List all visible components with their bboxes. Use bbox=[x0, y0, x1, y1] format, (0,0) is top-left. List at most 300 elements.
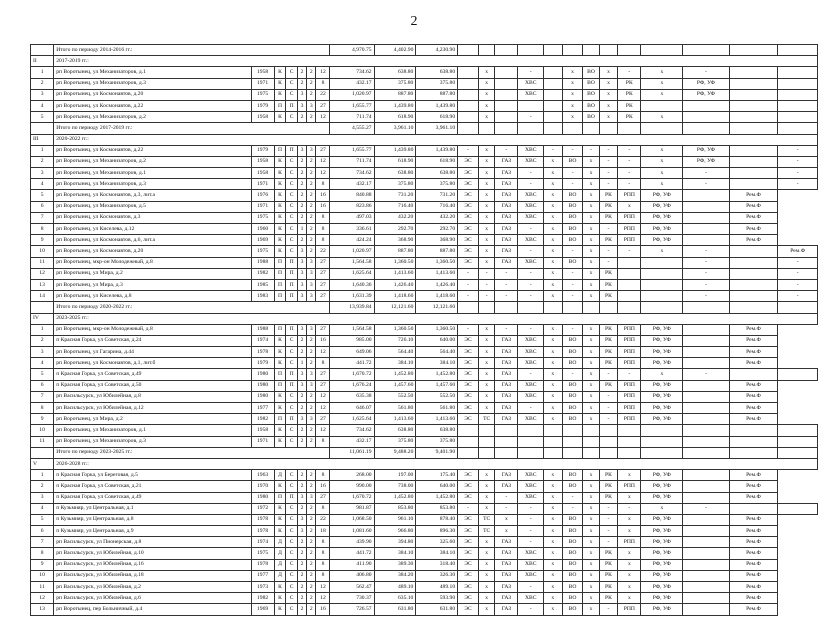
table-cell: 2 bbox=[297, 570, 306, 581]
table-cell: 12 bbox=[316, 582, 330, 593]
address-cell: рп Воротынец, ул Киселева, д.8 bbox=[54, 291, 251, 302]
table-cell: 3 bbox=[297, 291, 306, 302]
table-cell: Рем.Ф bbox=[729, 582, 778, 593]
table-cell: С bbox=[286, 78, 298, 89]
table-cell bbox=[458, 425, 479, 436]
table-cell: Рем.Ф bbox=[729, 358, 778, 369]
table-cell: - bbox=[518, 369, 544, 380]
table-cell bbox=[458, 89, 479, 100]
table-cell: х bbox=[544, 235, 563, 246]
table-cell: ГАЗ bbox=[495, 582, 518, 593]
table-cell bbox=[683, 358, 729, 369]
section-label: 2026-2028 гг.: bbox=[54, 458, 818, 469]
table-row bbox=[31, 470, 818, 481]
table-cell: - bbox=[562, 179, 583, 190]
table-cell: РК bbox=[599, 190, 618, 201]
table-cell: - bbox=[599, 156, 618, 167]
table-cell: х bbox=[562, 89, 583, 100]
table-cell: х bbox=[544, 224, 563, 235]
table-cell: х bbox=[495, 526, 518, 537]
table-cell: 27 bbox=[316, 279, 330, 290]
table-cell: х bbox=[479, 391, 495, 402]
table-cell: Рем.Ф bbox=[729, 235, 778, 246]
table-cell bbox=[544, 436, 563, 447]
table-cell bbox=[562, 425, 583, 436]
table-cell: 2 bbox=[307, 481, 316, 492]
table-cell: х bbox=[544, 190, 563, 201]
address-cell: рп Васильсурск, ул Пионерская, д.8 bbox=[54, 537, 251, 548]
table-cell: К bbox=[274, 347, 286, 358]
table-cell: ГАЗ bbox=[495, 570, 518, 581]
table-row bbox=[31, 570, 818, 581]
table-cell: К bbox=[274, 89, 286, 100]
table-cell bbox=[778, 425, 818, 436]
table-row bbox=[31, 324, 818, 335]
table-cell bbox=[641, 279, 683, 290]
table-cell: 1971 bbox=[251, 179, 274, 190]
table-cell: х bbox=[599, 112, 618, 123]
table-cell bbox=[683, 526, 729, 537]
table-cell: РК bbox=[599, 492, 618, 503]
table-cell: х bbox=[618, 548, 641, 559]
address-cell: рп Воротынец, ул Механизаторов, д.2 bbox=[54, 112, 251, 123]
table-cell: 12 bbox=[316, 425, 330, 436]
table-cell: 375.80 bbox=[374, 179, 416, 190]
table-cell bbox=[729, 268, 778, 279]
table-row bbox=[31, 168, 818, 179]
table-cell: 564.40 bbox=[416, 347, 458, 358]
table-row bbox=[31, 503, 818, 514]
table-cell: ЭС bbox=[458, 235, 479, 246]
table-cell: - bbox=[495, 145, 518, 156]
table-cell: 8 bbox=[316, 212, 330, 223]
table-cell: 1 bbox=[31, 145, 54, 156]
table-cell: ВО bbox=[562, 604, 583, 615]
table-cell: - bbox=[599, 224, 618, 235]
table-cell: ГАЗ bbox=[495, 604, 518, 615]
table-cell: 384.10 bbox=[374, 548, 416, 559]
table-cell: 730.37 bbox=[330, 593, 374, 604]
table-cell: х bbox=[479, 537, 495, 548]
table-cell: 981.87 bbox=[330, 503, 374, 514]
empty-cell bbox=[778, 302, 818, 313]
table-cell: 638.80 bbox=[416, 168, 458, 179]
total-label: Итого по периоду 2020-2022 гг.: bbox=[54, 302, 330, 313]
empty-cell bbox=[479, 45, 495, 56]
table-cell: 1971 bbox=[251, 78, 274, 89]
table-cell: ЭС bbox=[458, 369, 479, 380]
table-cell: РК bbox=[599, 470, 618, 481]
table-cell: ВО bbox=[562, 391, 583, 402]
table-cell: С bbox=[286, 89, 298, 100]
table-cell bbox=[641, 100, 683, 111]
table-cell: 823.86 bbox=[330, 201, 374, 212]
table-cell: 432.20 bbox=[374, 212, 416, 223]
table-cell: - bbox=[458, 145, 479, 156]
table-cell: - bbox=[518, 514, 544, 525]
total-value: 3,961.10 bbox=[416, 123, 458, 134]
table-cell: ВО bbox=[583, 112, 599, 123]
table-cell: С bbox=[286, 335, 298, 346]
table-cell: С bbox=[286, 514, 298, 525]
table-cell: 325.60 bbox=[416, 537, 458, 548]
table-cell: 2 bbox=[307, 179, 316, 190]
table-cell: 3 bbox=[297, 324, 306, 335]
table-cell: 1,413.60 bbox=[374, 268, 416, 279]
table-cell: ВО bbox=[562, 335, 583, 346]
table-row bbox=[31, 179, 818, 190]
table-cell: 1 bbox=[31, 470, 54, 481]
table-cell: х bbox=[562, 112, 583, 123]
table-cell bbox=[778, 369, 818, 380]
table-cell bbox=[683, 335, 729, 346]
table-cell: РПП bbox=[618, 358, 641, 369]
table-cell: РФ, УФ bbox=[641, 481, 683, 492]
table-cell bbox=[729, 100, 778, 111]
table-cell: х bbox=[544, 593, 563, 604]
empty-cell bbox=[641, 45, 683, 56]
table-cell: х bbox=[544, 156, 563, 167]
table-cell bbox=[683, 414, 729, 425]
table-cell: - bbox=[495, 324, 518, 335]
table-cell: 5 bbox=[31, 112, 54, 123]
table-cell: К bbox=[274, 156, 286, 167]
table-cell: - bbox=[683, 246, 729, 257]
table-cell: 618.90 bbox=[374, 156, 416, 167]
table-cell: 11 bbox=[31, 436, 54, 447]
table-cell: ГАЗ bbox=[495, 548, 518, 559]
table-cell: П bbox=[286, 268, 298, 279]
table-cell: 2 bbox=[297, 582, 306, 593]
table-cell bbox=[683, 593, 729, 604]
table-cell bbox=[583, 425, 599, 436]
table-cell: Рем.Ф bbox=[729, 403, 778, 414]
table-cell: 12 bbox=[316, 67, 330, 78]
table-cell: - bbox=[778, 168, 818, 179]
table-cell: х bbox=[544, 291, 563, 302]
table-cell: ВО bbox=[562, 537, 583, 548]
table-cell: 8 bbox=[31, 548, 54, 559]
table-cell: 27 bbox=[316, 324, 330, 335]
table-cell: - bbox=[458, 291, 479, 302]
table-cell: ЭС bbox=[458, 559, 479, 570]
empty-cell bbox=[618, 302, 641, 313]
table-cell bbox=[583, 436, 599, 447]
table-cell: ЭС bbox=[458, 347, 479, 358]
table-cell: К bbox=[274, 190, 286, 201]
table-row bbox=[31, 514, 818, 525]
table-cell: х bbox=[562, 100, 583, 111]
table-cell: ВО bbox=[562, 235, 583, 246]
table-cell: 12 bbox=[316, 391, 330, 402]
table-cell: х bbox=[479, 358, 495, 369]
table-cell: 562.47 bbox=[330, 582, 374, 593]
table-cell bbox=[641, 436, 683, 447]
table-cell: 1,457.60 bbox=[416, 380, 458, 391]
table-cell: ГАЗ bbox=[495, 593, 518, 604]
table-cell bbox=[518, 436, 544, 447]
table-cell: 432.17 bbox=[330, 78, 374, 89]
table-cell: - bbox=[562, 369, 583, 380]
table-cell: К bbox=[274, 78, 286, 89]
table-cell bbox=[683, 604, 729, 615]
table-cell: х bbox=[479, 224, 495, 235]
table-cell: 1,625.64 bbox=[330, 268, 374, 279]
table-cell: х bbox=[544, 268, 563, 279]
table-cell: 1980 bbox=[251, 380, 274, 391]
table-cell: 2 bbox=[307, 436, 316, 447]
table-cell: 1988 bbox=[251, 324, 274, 335]
empty-cell bbox=[599, 302, 618, 313]
table-cell: х bbox=[544, 279, 563, 290]
table-cell: ВО bbox=[583, 100, 599, 111]
empty-cell bbox=[458, 123, 479, 134]
address-cell: рп Воротынец, ул Космонавтов, д.20 bbox=[54, 89, 251, 100]
empty-cell bbox=[778, 45, 818, 56]
address-cell: рп Воротынец, мкр-он Молодежный, д.8 bbox=[54, 257, 251, 268]
table-cell: ЭС bbox=[458, 403, 479, 414]
table-cell: Рем.Ф bbox=[729, 335, 778, 346]
table-cell: х bbox=[583, 224, 599, 235]
table-cell: х bbox=[618, 570, 641, 581]
table-cell: ХВС bbox=[518, 559, 544, 570]
table-cell: х bbox=[583, 403, 599, 414]
empty-cell bbox=[518, 45, 544, 56]
table-cell: 8 bbox=[316, 559, 330, 570]
table-cell: ХВС bbox=[518, 470, 544, 481]
table-cell: ВО bbox=[562, 190, 583, 201]
table-cell: 2 bbox=[297, 190, 306, 201]
table-cell: 2 bbox=[31, 156, 54, 167]
table-cell: х bbox=[544, 257, 563, 268]
table-cell: 1,439.80 bbox=[374, 100, 416, 111]
table-cell: 1974 bbox=[251, 537, 274, 548]
table-cell: - bbox=[599, 604, 618, 615]
empty-cell bbox=[495, 45, 518, 56]
table-cell: 726.10 bbox=[374, 335, 416, 346]
table-cell: 2 bbox=[307, 403, 316, 414]
table-cell: РК bbox=[599, 593, 618, 604]
table-cell: 8 bbox=[316, 537, 330, 548]
table-cell bbox=[683, 201, 729, 212]
table-cell: х bbox=[583, 369, 599, 380]
table-cell: ЭС bbox=[458, 414, 479, 425]
table-cell: 631.80 bbox=[374, 604, 416, 615]
table-cell: 27 bbox=[316, 380, 330, 391]
table-cell: 638.80 bbox=[374, 67, 416, 78]
table-cell: 8 bbox=[316, 235, 330, 246]
table-cell bbox=[729, 291, 778, 302]
table-cell: П bbox=[286, 145, 298, 156]
table-cell: 2 bbox=[297, 179, 306, 190]
table-cell: 326.30 bbox=[416, 570, 458, 581]
table-cell: 1969 bbox=[251, 235, 274, 246]
table-cell: РК bbox=[599, 548, 618, 559]
empty-cell bbox=[458, 447, 479, 458]
table-cell: РК bbox=[599, 481, 618, 492]
table-cell: С bbox=[286, 403, 298, 414]
table-cell: РФ, УФ bbox=[641, 492, 683, 503]
table-cell: х bbox=[618, 526, 641, 537]
table-cell: х bbox=[641, 246, 683, 257]
table-cell: Рем.Ф bbox=[729, 347, 778, 358]
empty-cell bbox=[495, 123, 518, 134]
table-cell: х bbox=[479, 100, 495, 111]
table-cell: С bbox=[286, 179, 298, 190]
table-cell: х bbox=[479, 324, 495, 335]
table-cell bbox=[683, 112, 729, 123]
table-cell: 734.62 bbox=[330, 168, 374, 179]
address-cell: рп Васильсурск, ул Юбилейная, д.16 bbox=[54, 559, 251, 570]
table-cell: - bbox=[518, 582, 544, 593]
table-cell: х bbox=[599, 100, 618, 111]
total-value: 4,970.75 bbox=[330, 45, 374, 56]
table-cell: 3 bbox=[307, 291, 316, 302]
table-cell: 3 bbox=[31, 492, 54, 503]
empty-cell bbox=[562, 302, 583, 313]
table-cell: х bbox=[479, 548, 495, 559]
table-cell: 2 bbox=[297, 559, 306, 570]
table-cell: 1,418.60 bbox=[416, 291, 458, 302]
table-cell: 292.70 bbox=[416, 224, 458, 235]
table-cell: ХВС bbox=[518, 492, 544, 503]
table-cell: К bbox=[274, 67, 286, 78]
table-cell: 27 bbox=[316, 268, 330, 279]
table-cell: 1,413.60 bbox=[374, 414, 416, 425]
table-cell: К bbox=[274, 224, 286, 235]
table-cell: ЭС bbox=[458, 526, 479, 537]
period-section-row bbox=[31, 313, 818, 324]
table-cell: х bbox=[641, 112, 683, 123]
table-cell: х bbox=[641, 168, 683, 179]
table-cell: 336.61 bbox=[330, 224, 374, 235]
table-cell: - bbox=[562, 279, 583, 290]
table-cell: РК bbox=[599, 201, 618, 212]
table-cell: ВО bbox=[562, 593, 583, 604]
table-cell: х bbox=[618, 582, 641, 593]
table-cell: 734.62 bbox=[330, 425, 374, 436]
table-cell: 497.03 bbox=[330, 212, 374, 223]
table-cell: 1,418.60 bbox=[374, 291, 416, 302]
table-cell: 1,439.80 bbox=[416, 145, 458, 156]
table-cell: К bbox=[274, 358, 286, 369]
address-cell: п Кузьмияр, ул Центральная, д.1 bbox=[54, 503, 251, 514]
table-cell: - bbox=[518, 526, 544, 537]
table-cell: 1,640.36 bbox=[330, 279, 374, 290]
table-row bbox=[31, 100, 818, 111]
table-cell: 27 bbox=[316, 414, 330, 425]
table-cell: 1,413.60 bbox=[416, 268, 458, 279]
table-cell bbox=[778, 78, 818, 89]
table-cell: - bbox=[562, 246, 583, 257]
table-cell: 2 bbox=[307, 212, 316, 223]
table-cell: ГАЗ bbox=[495, 391, 518, 402]
table-cell: 375.80 bbox=[416, 78, 458, 89]
table-cell: П bbox=[286, 492, 298, 503]
table-cell: х bbox=[599, 67, 618, 78]
table-row bbox=[31, 335, 818, 346]
table-cell: С bbox=[286, 224, 298, 235]
table-cell: - bbox=[618, 67, 641, 78]
table-cell: 1,426.40 bbox=[416, 279, 458, 290]
table-cell: х bbox=[583, 212, 599, 223]
table-cell: - bbox=[599, 403, 618, 414]
table-cell: К bbox=[274, 212, 286, 223]
table-cell: РФ, УФ bbox=[641, 470, 683, 481]
total-label: Итого по периоду 2014-2016 гг.: bbox=[54, 45, 330, 56]
table-cell: 1,360.50 bbox=[374, 324, 416, 335]
table-cell: 3 bbox=[297, 268, 306, 279]
table-cell: Рем.Ф bbox=[729, 559, 778, 570]
table-cell: К bbox=[274, 246, 286, 257]
table-cell: К bbox=[274, 514, 286, 525]
table-cell: С bbox=[286, 168, 298, 179]
table-cell: 640.00 bbox=[416, 335, 458, 346]
table-cell: 3 bbox=[31, 89, 54, 100]
table-cell: ВО bbox=[562, 201, 583, 212]
period-section-row bbox=[31, 134, 818, 145]
table-cell: 27 bbox=[316, 257, 330, 268]
table-cell: С bbox=[286, 347, 298, 358]
table-cell: Рем.Ф bbox=[729, 201, 778, 212]
table-cell: 8 bbox=[316, 570, 330, 581]
table-cell: х bbox=[479, 112, 495, 123]
table-cell: 1958 bbox=[251, 168, 274, 179]
table-cell: П bbox=[286, 257, 298, 268]
table-cell: 990.00 bbox=[330, 481, 374, 492]
table-cell: С bbox=[286, 593, 298, 604]
empty-cell bbox=[31, 447, 54, 458]
table-cell bbox=[778, 503, 818, 514]
table-row bbox=[31, 347, 818, 358]
table-cell: П bbox=[286, 279, 298, 290]
table-cell: 8 bbox=[316, 358, 330, 369]
address-cell: п Красная Горка, ул Советская, д.49 bbox=[54, 492, 251, 503]
table-cell: - bbox=[518, 324, 544, 335]
table-cell: ХВС bbox=[518, 548, 544, 559]
table-cell: РФ, УФ bbox=[641, 380, 683, 391]
table-row bbox=[31, 526, 818, 537]
table-cell: ЭС bbox=[458, 212, 479, 223]
table-cell: РК bbox=[618, 78, 641, 89]
table-cell: 411.90 bbox=[330, 559, 374, 570]
table-cell bbox=[729, 78, 778, 89]
table-cell: ЭС bbox=[458, 570, 479, 581]
table-cell: РФ, УФ bbox=[641, 235, 683, 246]
table-cell: 2 bbox=[297, 347, 306, 358]
table-cell: 2 bbox=[297, 212, 306, 223]
table-cell: С bbox=[286, 358, 298, 369]
table-cell: 2 bbox=[307, 78, 316, 89]
table-cell: 441.72 bbox=[330, 548, 374, 559]
table-cell: 3 bbox=[297, 246, 306, 257]
empty-cell bbox=[641, 302, 683, 313]
table-cell: ХВС bbox=[518, 201, 544, 212]
table-cell: 394.80 bbox=[374, 537, 416, 548]
table-cell: Рем.Ф bbox=[729, 492, 778, 503]
table-cell: 649.06 bbox=[330, 347, 374, 358]
empty-cell bbox=[544, 45, 563, 56]
table-cell bbox=[544, 112, 563, 123]
table-cell: - bbox=[683, 67, 729, 78]
table-row bbox=[31, 268, 818, 279]
table-cell: Рем.Ф bbox=[729, 548, 778, 559]
address-cell: рп Воротынец, ул Космонавтов, д.3, лит.а bbox=[54, 190, 251, 201]
table-cell: х bbox=[583, 414, 599, 425]
address-cell: рп Васильсурск, ул Юбилейная, д.10 bbox=[54, 548, 251, 559]
table-cell: П bbox=[274, 257, 286, 268]
address-cell: рп Васильсурск, ул Юбилейная, д.8 bbox=[54, 391, 251, 402]
